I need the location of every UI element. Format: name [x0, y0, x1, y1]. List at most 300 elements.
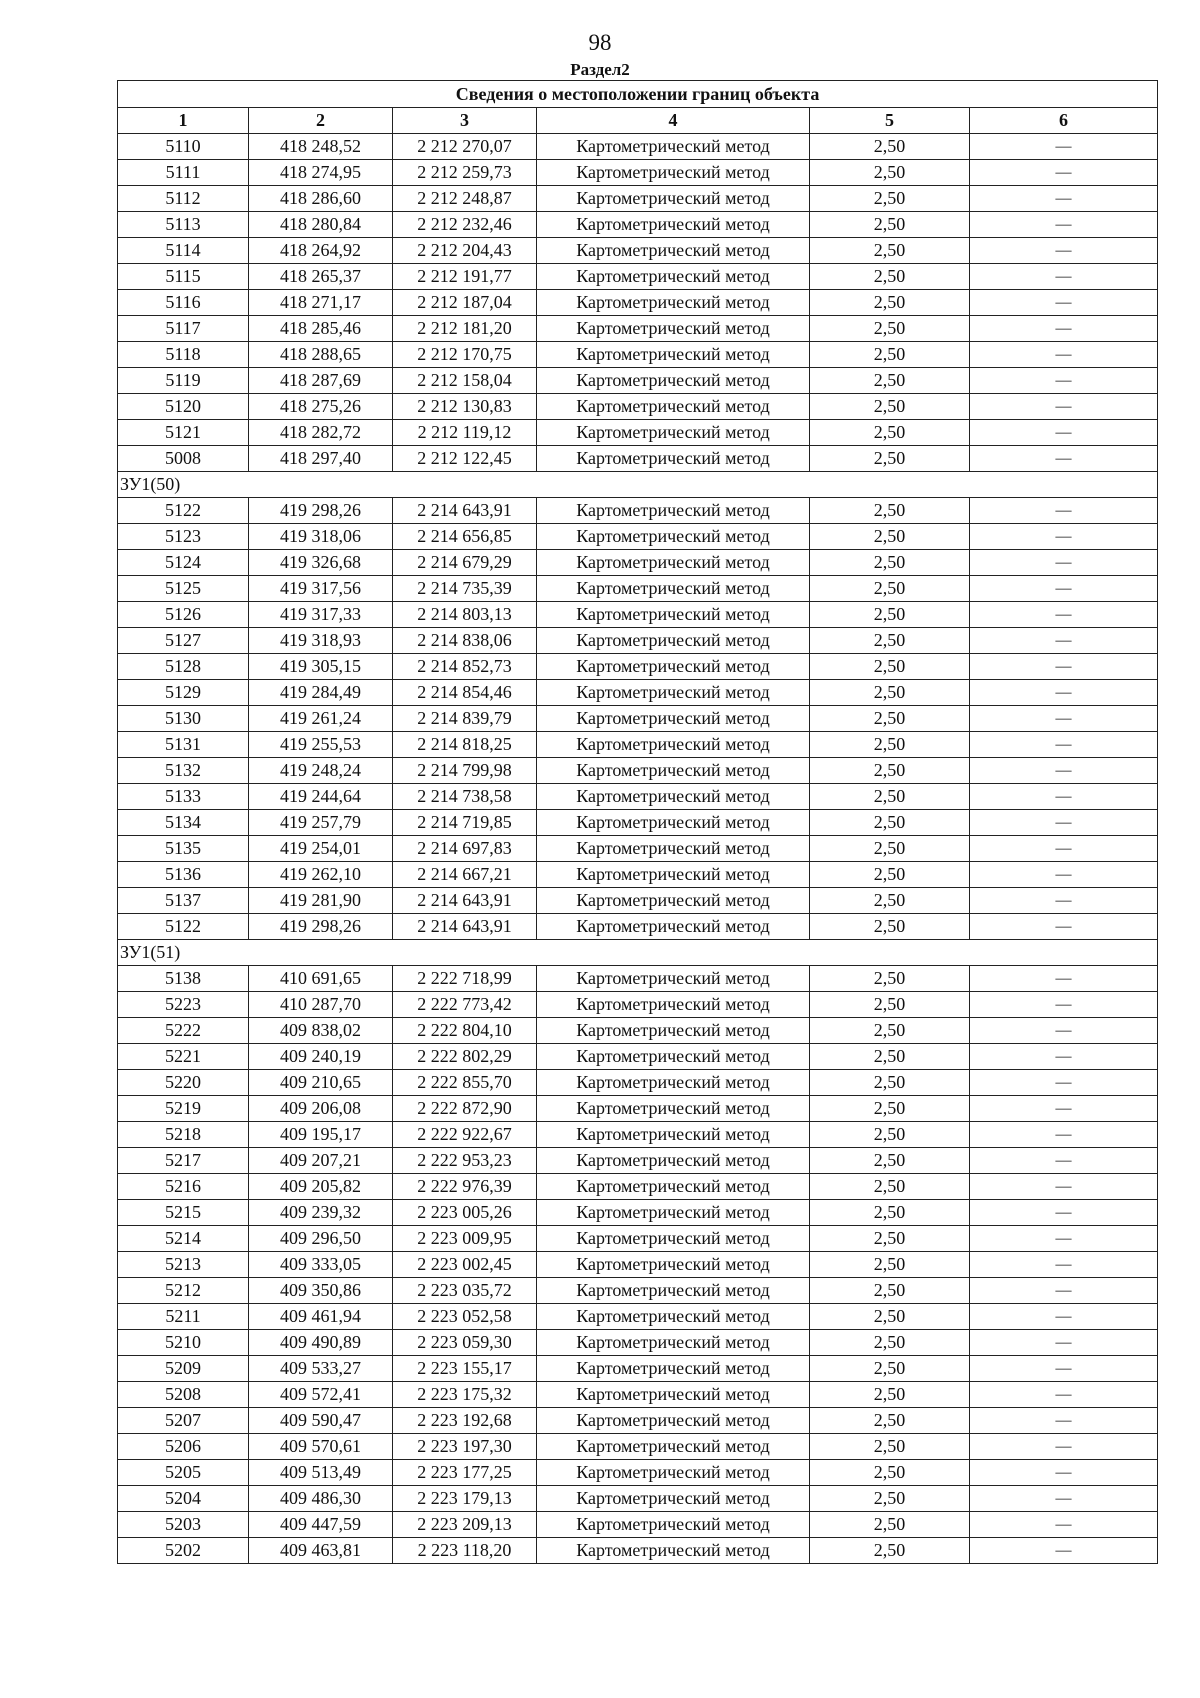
table-cell: Картометрический метод: [537, 134, 810, 160]
table-cell: Картометрический метод: [537, 446, 810, 472]
table-cell: 5121: [118, 420, 249, 446]
table-cell: 5207: [118, 1408, 249, 1434]
table-cell: 5213: [118, 1252, 249, 1278]
table-cell: 5123: [118, 524, 249, 550]
table-cell: 2 214 803,13: [393, 602, 537, 628]
table-cell: 2,50: [810, 810, 970, 836]
table-cell: 2 223 209,13: [393, 1512, 537, 1538]
table-cell: —: [970, 1408, 1158, 1434]
table-cell: —: [970, 914, 1158, 940]
table-cell: 2,50: [810, 342, 970, 368]
table-cell: —: [970, 498, 1158, 524]
table-row: [118, 1382, 1158, 1408]
table-cell: —: [970, 966, 1158, 992]
table-cell: 2,50: [810, 1096, 970, 1122]
table-cell: 409 206,08: [249, 1096, 393, 1122]
table-cell: 409 333,05: [249, 1252, 393, 1278]
table-cell: 5112: [118, 186, 249, 212]
table-cell: 5119: [118, 368, 249, 394]
table-cell: —: [970, 680, 1158, 706]
table-cell: 2,50: [810, 368, 970, 394]
table-row: [118, 1486, 1158, 1512]
table-cell: Картометрический метод: [537, 1460, 810, 1486]
table-row: [118, 836, 1158, 862]
table-cell: 2 223 118,20: [393, 1538, 537, 1564]
table-cell: Картометрический метод: [537, 1174, 810, 1200]
table-cell: 419 284,49: [249, 680, 393, 706]
table-cell: Картометрический метод: [537, 966, 810, 992]
table-cell: 419 298,26: [249, 914, 393, 940]
table-cell: 5116: [118, 290, 249, 316]
table-cell: Картометрический метод: [537, 992, 810, 1018]
table-cell: 418 275,26: [249, 394, 393, 420]
table-cell: Картометрический метод: [537, 888, 810, 914]
table-cell: 5129: [118, 680, 249, 706]
column-header: 3: [393, 108, 537, 134]
table-cell: 409 461,94: [249, 1304, 393, 1330]
table-cell: 2,50: [810, 628, 970, 654]
table-cell: 5212: [118, 1278, 249, 1304]
table-row: [118, 992, 1158, 1018]
column-header: 1: [118, 108, 249, 134]
table-cell: Картометрический метод: [537, 1148, 810, 1174]
table-cell: 419 248,24: [249, 758, 393, 784]
table-cell: 2,50: [810, 1070, 970, 1096]
table-row: [118, 1096, 1158, 1122]
table-row: [118, 966, 1158, 992]
table-cell: 2,50: [810, 784, 970, 810]
table-cell: —: [970, 446, 1158, 472]
table-cell: 2,50: [810, 602, 970, 628]
table-cell: 419 305,15: [249, 654, 393, 680]
table-cell: 2 212 181,20: [393, 316, 537, 342]
table-row: [118, 1200, 1158, 1226]
table-row: [118, 810, 1158, 836]
group-header-row: [118, 940, 1158, 966]
table-cell: 419 262,10: [249, 862, 393, 888]
table-cell: 2 212 119,12: [393, 420, 537, 446]
table-cell: 2,50: [810, 862, 970, 888]
table-cell: —: [970, 784, 1158, 810]
table-cell: —: [970, 1044, 1158, 1070]
table-cell: 2 214 643,91: [393, 888, 537, 914]
table-cell: 2 223 175,32: [393, 1382, 537, 1408]
table-row: [118, 732, 1158, 758]
table-cell: 2,50: [810, 732, 970, 758]
table-cell: 2,50: [810, 212, 970, 238]
table-cell: Картометрический метод: [537, 914, 810, 940]
table-cell: 5203: [118, 1512, 249, 1538]
table-cell: 2,50: [810, 1434, 970, 1460]
table-cell: 2 222 802,29: [393, 1044, 537, 1070]
table-cell: 409 296,50: [249, 1226, 393, 1252]
table-cell: 409 205,82: [249, 1174, 393, 1200]
table-row: [118, 550, 1158, 576]
table-cell: 5137: [118, 888, 249, 914]
table-cell: 2 222 976,39: [393, 1174, 537, 1200]
table-row: [118, 368, 1158, 394]
table-cell: —: [970, 264, 1158, 290]
table-cell: 2,50: [810, 524, 970, 550]
table-cell: 2,50: [810, 1148, 970, 1174]
table-row: [118, 1408, 1158, 1434]
table-cell: 5209: [118, 1356, 249, 1382]
table-cell: 2,50: [810, 1174, 970, 1200]
table-cell: 2 212 270,07: [393, 134, 537, 160]
table-cell: —: [970, 1356, 1158, 1382]
table-cell: 5204: [118, 1486, 249, 1512]
table-cell: Картометрический метод: [537, 1408, 810, 1434]
table-cell: 2,50: [810, 134, 970, 160]
table-cell: Картометрический метод: [537, 1356, 810, 1382]
table-cell: Картометрический метод: [537, 576, 810, 602]
table-cell: 5134: [118, 810, 249, 836]
table-cell: Картометрический метод: [537, 524, 810, 550]
table-cell: 2 223 192,68: [393, 1408, 537, 1434]
table-row: [118, 1148, 1158, 1174]
table-cell: 419 317,33: [249, 602, 393, 628]
table-cell: Картометрический метод: [537, 706, 810, 732]
table-cell: Картометрический метод: [537, 1538, 810, 1564]
table-row: [118, 1304, 1158, 1330]
table-cell: —: [970, 238, 1158, 264]
table-cell: 2,50: [810, 680, 970, 706]
table-cell: 2 223 177,25: [393, 1460, 537, 1486]
table-cell: 419 298,26: [249, 498, 393, 524]
table-cell: 419 281,90: [249, 888, 393, 914]
table-row: [118, 628, 1158, 654]
table-cell: 2,50: [810, 992, 970, 1018]
table-cell: 2 222 718,99: [393, 966, 537, 992]
table-row: [118, 784, 1158, 810]
table-cell: Картометрический метод: [537, 368, 810, 394]
table-cell: 5113: [118, 212, 249, 238]
table-cell: 419 317,56: [249, 576, 393, 602]
table-cell: 2,50: [810, 1408, 970, 1434]
table-cell: 2 214 643,91: [393, 498, 537, 524]
table-cell: 5122: [118, 914, 249, 940]
table-row: [118, 186, 1158, 212]
table-cell: 2,50: [810, 1122, 970, 1148]
table-cell: 2,50: [810, 1044, 970, 1070]
table-cell: —: [970, 706, 1158, 732]
table-cell: 2 212 122,45: [393, 446, 537, 472]
table-cell: 2,50: [810, 1226, 970, 1252]
table-cell: Картометрический метод: [537, 160, 810, 186]
table-cell: 418 248,52: [249, 134, 393, 160]
table-cell: 2 212 204,43: [393, 238, 537, 264]
table-cell: —: [970, 1148, 1158, 1174]
column-header: 5: [810, 108, 970, 134]
table-cell: 2,50: [810, 1486, 970, 1512]
table-cell: 419 318,06: [249, 524, 393, 550]
table-cell: —: [970, 1200, 1158, 1226]
table-cell: 409 533,27: [249, 1356, 393, 1382]
table-cell: Картометрический метод: [537, 1252, 810, 1278]
table-cell: 5208: [118, 1382, 249, 1408]
table-cell: 2 214 735,39: [393, 576, 537, 602]
table-cell: 5114: [118, 238, 249, 264]
table-cell: 5135: [118, 836, 249, 862]
table-cell: 419 254,01: [249, 836, 393, 862]
table-cell: 2,50: [810, 758, 970, 784]
table-cell: 5221: [118, 1044, 249, 1070]
table-cell: —: [970, 758, 1158, 784]
table-cell: —: [970, 186, 1158, 212]
table-cell: 2,50: [810, 1252, 970, 1278]
table-cell: 419 326,68: [249, 550, 393, 576]
group-header-row: [118, 472, 1158, 498]
table-row: [118, 394, 1158, 420]
table-cell: Картометрический метод: [537, 1070, 810, 1096]
table-cell: 419 318,93: [249, 628, 393, 654]
table-row: [118, 1018, 1158, 1044]
table-cell: 2 222 922,67: [393, 1122, 537, 1148]
table-cell: 418 288,65: [249, 342, 393, 368]
table-cell: Картометрический метод: [537, 602, 810, 628]
table-cell: Картометрический метод: [537, 1122, 810, 1148]
table-cell: —: [970, 862, 1158, 888]
table-cell: 2 214 656,85: [393, 524, 537, 550]
table-cell: 2 214 854,46: [393, 680, 537, 706]
table-row: [118, 1356, 1158, 1382]
table-cell: 5128: [118, 654, 249, 680]
table-cell: Картометрический метод: [537, 862, 810, 888]
table-cell: —: [970, 550, 1158, 576]
table-cell: 2 214 818,25: [393, 732, 537, 758]
table-cell: 410 287,70: [249, 992, 393, 1018]
table-cell: 409 350,86: [249, 1278, 393, 1304]
table-cell: 5211: [118, 1304, 249, 1330]
table-cell: 418 285,46: [249, 316, 393, 342]
table-row: [118, 238, 1158, 264]
table-cell: Картометрический метод: [537, 420, 810, 446]
table-cell: Картометрический метод: [537, 628, 810, 654]
table-row: [118, 1044, 1158, 1070]
table-cell: Картометрический метод: [537, 1278, 810, 1304]
table-cell: 2,50: [810, 1460, 970, 1486]
table-cell: 2 214 667,21: [393, 862, 537, 888]
table-cell: —: [970, 342, 1158, 368]
table-cell: 5205: [118, 1460, 249, 1486]
table-cell: 5118: [118, 342, 249, 368]
table-cell: —: [970, 212, 1158, 238]
table-cell: —: [970, 1070, 1158, 1096]
table-cell: —: [970, 1252, 1158, 1278]
table-cell: 5220: [118, 1070, 249, 1096]
group-label: ЗУ1(50): [118, 472, 1158, 498]
table-cell: 5133: [118, 784, 249, 810]
table-cell: 2,50: [810, 290, 970, 316]
table-cell: 2,50: [810, 1382, 970, 1408]
table-row: [118, 1226, 1158, 1252]
table-cell: Картометрический метод: [537, 212, 810, 238]
table-cell: 2,50: [810, 1538, 970, 1564]
table-cell: —: [970, 1538, 1158, 1564]
table-cell: Картометрический метод: [537, 1200, 810, 1226]
table-cell: Картометрический метод: [537, 784, 810, 810]
table-row: [118, 1330, 1158, 1356]
table-cell: 2,50: [810, 914, 970, 940]
table-cell: —: [970, 810, 1158, 836]
table-cell: Картометрический метод: [537, 1226, 810, 1252]
table-cell: Картометрический метод: [537, 1486, 810, 1512]
table-cell: 2,50: [810, 1018, 970, 1044]
table-cell: —: [970, 654, 1158, 680]
table-cell: 419 244,64: [249, 784, 393, 810]
table-cell: —: [970, 602, 1158, 628]
table-cell: 2 214 839,79: [393, 706, 537, 732]
table-row: [118, 914, 1158, 940]
table-cell: —: [970, 1330, 1158, 1356]
table-body: [118, 134, 1158, 1564]
table-cell: 5215: [118, 1200, 249, 1226]
table-cell: Картометрический метод: [537, 498, 810, 524]
table-row: [118, 706, 1158, 732]
table-cell: 418 282,72: [249, 420, 393, 446]
table-cell: 409 490,89: [249, 1330, 393, 1356]
table-cell: 2 214 738,58: [393, 784, 537, 810]
table-cell: 409 838,02: [249, 1018, 393, 1044]
table-cell: —: [970, 1122, 1158, 1148]
table-cell: 409 207,21: [249, 1148, 393, 1174]
table-cell: —: [970, 524, 1158, 550]
table-cell: —: [970, 628, 1158, 654]
table-cell: 418 286,60: [249, 186, 393, 212]
section-title: Раздел2: [570, 60, 630, 79]
table-row: [118, 524, 1158, 550]
column-header: 6: [970, 108, 1158, 134]
table-cell: 409 513,49: [249, 1460, 393, 1486]
table-row: [118, 1174, 1158, 1200]
table-cell: 5218: [118, 1122, 249, 1148]
table-cell: Картометрический метод: [537, 1434, 810, 1460]
table-cell: —: [970, 1018, 1158, 1044]
table-cell: 2 223 052,58: [393, 1304, 537, 1330]
table-cell: 5124: [118, 550, 249, 576]
table-cell: 5132: [118, 758, 249, 784]
table-cell: 2,50: [810, 576, 970, 602]
table-cell: Картометрический метод: [537, 1018, 810, 1044]
table-cell: 2 212 170,75: [393, 342, 537, 368]
table-row: [118, 602, 1158, 628]
table-cell: 2,50: [810, 1304, 970, 1330]
table-row: [118, 498, 1158, 524]
table-cell: —: [970, 160, 1158, 186]
table-cell: —: [970, 1304, 1158, 1330]
table-cell: 2,50: [810, 1330, 970, 1356]
table-cell: 5127: [118, 628, 249, 654]
table-cell: 5120: [118, 394, 249, 420]
table-cell: 5222: [118, 1018, 249, 1044]
table-cell: 2 222 953,23: [393, 1148, 537, 1174]
table-cell: 5210: [118, 1330, 249, 1356]
table-cell: —: [970, 1096, 1158, 1122]
table-cell: 2,50: [810, 1512, 970, 1538]
table-cell: 409 447,59: [249, 1512, 393, 1538]
table-cell: Картометрический метод: [537, 1382, 810, 1408]
table-row: [118, 1460, 1158, 1486]
table-cell: 5216: [118, 1174, 249, 1200]
table-cell: 2 214 719,85: [393, 810, 537, 836]
table-cell: Картометрический метод: [537, 316, 810, 342]
table-cell: 2 223 179,13: [393, 1486, 537, 1512]
table-row: [118, 290, 1158, 316]
table-caption: Сведения о местоположении границ объекта: [118, 81, 1158, 108]
table-cell: —: [970, 316, 1158, 342]
table-cell: —: [970, 290, 1158, 316]
table-cell: 409 195,17: [249, 1122, 393, 1148]
table-cell: 419 261,24: [249, 706, 393, 732]
table-cell: 2,50: [810, 888, 970, 914]
table-cell: 5217: [118, 1148, 249, 1174]
table-cell: Картометрический метод: [537, 758, 810, 784]
table-cell: Картометрический метод: [537, 732, 810, 758]
table-cell: 5130: [118, 706, 249, 732]
column-header: 2: [249, 108, 393, 134]
table-cell: 2,50: [810, 394, 970, 420]
table-row: [118, 888, 1158, 914]
table-cell: —: [970, 1174, 1158, 1200]
table-cell: 2 212 187,04: [393, 290, 537, 316]
table-cell: Картометрический метод: [537, 290, 810, 316]
table-cell: 410 691,65: [249, 966, 393, 992]
table-cell: 2 214 643,91: [393, 914, 537, 940]
table-cell: 409 570,61: [249, 1434, 393, 1460]
table-row: [118, 134, 1158, 160]
table-cell: —: [970, 992, 1158, 1018]
table-cell: 2,50: [810, 446, 970, 472]
table-cell: Картометрический метод: [537, 238, 810, 264]
table-row: [118, 862, 1158, 888]
table-cell: 2 223 002,45: [393, 1252, 537, 1278]
table-cell: 2 214 697,83: [393, 836, 537, 862]
table-row: [118, 680, 1158, 706]
table-cell: 5136: [118, 862, 249, 888]
boundary-table: [117, 80, 1158, 1564]
table-cell: 2,50: [810, 1200, 970, 1226]
table-cell: 2,50: [810, 420, 970, 446]
page-number: 98: [588, 30, 612, 55]
table-cell: 409 240,19: [249, 1044, 393, 1070]
table-cell: 2,50: [810, 186, 970, 212]
table-cell: 2,50: [810, 654, 970, 680]
table-cell: —: [970, 1486, 1158, 1512]
column-header-row: [118, 108, 1158, 134]
table-cell: —: [970, 1460, 1158, 1486]
table-cell: 5126: [118, 602, 249, 628]
table-cell: —: [970, 888, 1158, 914]
table-cell: 2 222 855,70: [393, 1070, 537, 1096]
table-cell: 2,50: [810, 706, 970, 732]
table-cell: —: [970, 1512, 1158, 1538]
table-cell: —: [970, 1226, 1158, 1252]
table-cell: 418 265,37: [249, 264, 393, 290]
table-cell: 5117: [118, 316, 249, 342]
table-cell: 5115: [118, 264, 249, 290]
table-row: [118, 264, 1158, 290]
group-label: ЗУ1(51): [118, 940, 1158, 966]
table-cell: 2 212 130,83: [393, 394, 537, 420]
table-cell: 2 214 679,29: [393, 550, 537, 576]
table-cell: Картометрический метод: [537, 550, 810, 576]
table-cell: 2 212 191,77: [393, 264, 537, 290]
table-cell: Картометрический метод: [537, 1512, 810, 1538]
table-row: [118, 1538, 1158, 1564]
table-cell: 419 255,53: [249, 732, 393, 758]
table-row: [118, 1434, 1158, 1460]
table-row: [118, 1252, 1158, 1278]
